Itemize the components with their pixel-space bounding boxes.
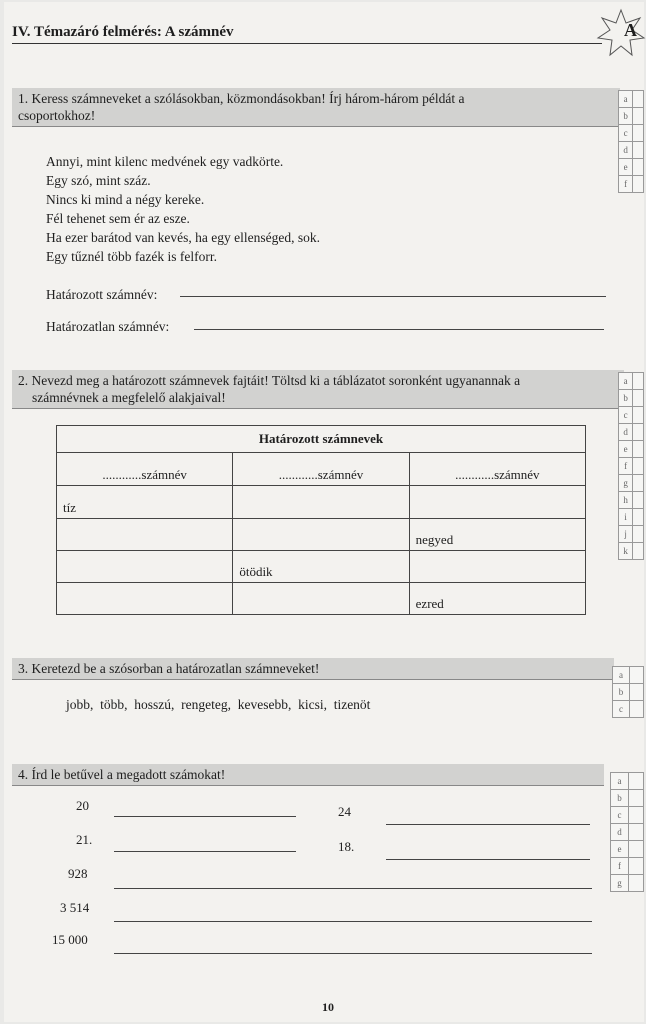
q4-answer-line-24[interactable] xyxy=(386,823,590,825)
table-cell[interactable]: ezred xyxy=(409,583,585,615)
score-box[interactable] xyxy=(633,373,644,390)
score-letter: c xyxy=(619,125,633,142)
score-box[interactable] xyxy=(629,773,644,790)
score-box[interactable] xyxy=(633,159,644,176)
table-cell[interactable] xyxy=(233,486,409,519)
score-letter: c xyxy=(619,407,633,424)
q4-number-21: 21. xyxy=(76,832,93,847)
table-cell[interactable] xyxy=(57,551,233,583)
q4-number-15000: 15 000 xyxy=(52,932,88,947)
q4-number-3514: 3 514 xyxy=(60,900,90,915)
score-letter: j xyxy=(619,526,633,543)
score-letter: e xyxy=(611,841,629,858)
score-letter: e xyxy=(619,159,633,176)
score-box[interactable] xyxy=(633,492,644,509)
q1-definite-answer-line[interactable] xyxy=(180,295,606,297)
score-letter: a xyxy=(619,373,633,390)
score-box[interactable] xyxy=(633,458,644,475)
q4-answer-line-21[interactable] xyxy=(114,850,296,852)
score-box[interactable] xyxy=(633,91,644,108)
score-letter: d xyxy=(619,424,633,441)
table-row xyxy=(57,486,586,519)
score-box[interactable] xyxy=(633,509,644,526)
score-box[interactable] xyxy=(633,526,644,543)
q1-definite-label: Határozott számnév: xyxy=(46,287,158,302)
score-box[interactable] xyxy=(630,684,644,701)
q1-score-grid xyxy=(618,90,644,193)
score-box[interactable] xyxy=(633,125,644,142)
table-row xyxy=(57,519,586,551)
q4-answer-line-928[interactable] xyxy=(114,887,592,889)
star-badge-icon xyxy=(596,8,646,58)
saying-line: Nincs ki mind a négy kereke. xyxy=(46,192,205,207)
table-cell[interactable]: ötödik xyxy=(233,551,409,583)
page-number: 10 xyxy=(322,1000,334,1014)
score-letter: d xyxy=(619,142,633,159)
score-box[interactable] xyxy=(633,176,644,193)
q3-word-list[interactable]: jobb, több, hosszú, rengeteg, kevesebb, kicsi, tizenöt xyxy=(66,697,371,712)
table-cell[interactable] xyxy=(409,486,585,519)
saying-line: Egy tűznél több fazék is felforr. xyxy=(46,249,217,264)
saying-line: Ha ezer barátod van kevés, ha egy ellenséged, sok. xyxy=(46,230,321,245)
title-rule xyxy=(12,43,602,44)
q2-score-grid xyxy=(618,372,644,560)
score-box[interactable] xyxy=(629,858,644,875)
score-letter: g xyxy=(619,475,633,492)
q2-prompt-line1: 2. Nevezd meg a határozott számnevek fajtáit! Töltsd ki a táblázatot soronként ugyanannak a xyxy=(18,373,521,388)
score-letter: c xyxy=(611,807,629,824)
q4-answer-line-18[interactable] xyxy=(386,858,590,860)
score-letter: a xyxy=(611,773,629,790)
q4-score-grid xyxy=(610,772,644,892)
q1-indefinite-answer-line[interactable] xyxy=(194,328,604,330)
score-letter: e xyxy=(619,441,633,458)
score-letter: g xyxy=(611,875,629,892)
q4-number-18: 18. xyxy=(338,839,355,854)
q2-prompt-line2: számnévnek a megfelelő alakjaival! xyxy=(32,390,226,405)
score-box[interactable] xyxy=(633,108,644,125)
page-title: IV. Témazáró felmérés: A számnév xyxy=(12,24,234,40)
score-letter: h xyxy=(619,492,633,509)
score-box[interactable] xyxy=(630,667,644,684)
score-box[interactable] xyxy=(633,142,644,159)
score-letter: a xyxy=(613,667,630,684)
worksheet-page xyxy=(4,2,644,1022)
saying-line: Annyi, mint kilenc medvének egy vadkörte. xyxy=(46,154,284,169)
q1-sayings xyxy=(46,152,320,266)
score-box[interactable] xyxy=(630,701,644,718)
q1-prompt xyxy=(12,88,620,127)
saying-line: Fél tehenet sem ér az esze. xyxy=(46,211,190,226)
q4-prompt: 4. Írd le betűvel a megadott számokat! xyxy=(12,764,604,786)
q1-prompt-line2: csoportokhoz! xyxy=(18,108,96,123)
table-cell[interactable] xyxy=(57,583,233,615)
score-box[interactable] xyxy=(629,875,644,892)
table-row xyxy=(57,551,586,583)
score-box[interactable] xyxy=(629,790,644,807)
score-box[interactable] xyxy=(633,407,644,424)
table-cell[interactable] xyxy=(233,519,409,551)
q3-prompt: 3. Keretezd be a szósorban a határozatlan számneveket! xyxy=(12,658,614,680)
score-letter: d xyxy=(611,824,629,841)
q4-answer-line-20[interactable] xyxy=(114,815,296,817)
table-cell[interactable] xyxy=(233,583,409,615)
score-letter: f xyxy=(619,458,633,475)
score-box[interactable] xyxy=(629,824,644,841)
q4-answer-line-15000[interactable] xyxy=(114,952,592,954)
score-box[interactable] xyxy=(633,441,644,458)
column-header-blank[interactable]: ............számnév xyxy=(409,453,585,486)
q4-answer-line-3514[interactable] xyxy=(114,920,592,922)
score-letter: b xyxy=(613,684,630,701)
score-letter: i xyxy=(619,509,633,526)
table-title: Határozott számnevek xyxy=(57,426,586,453)
score-letter: f xyxy=(619,176,633,193)
score-box[interactable] xyxy=(633,390,644,407)
score-box[interactable] xyxy=(633,475,644,492)
column-header-blank[interactable]: ............számnév xyxy=(57,453,233,486)
score-letter: k xyxy=(619,543,633,560)
score-letter: b xyxy=(611,790,629,807)
definite-numerals-table xyxy=(56,425,586,615)
q4-number-20: 20 xyxy=(76,798,89,813)
q1-prompt-line1: 1. Keress számneveket a szólásokban, közmondásokban! Írj három-három példát a xyxy=(18,91,465,106)
score-box[interactable] xyxy=(633,424,644,441)
q2-prompt xyxy=(12,370,624,409)
score-letter: b xyxy=(619,108,633,125)
q4-number-928: 928 xyxy=(68,866,88,881)
score-letter: b xyxy=(619,390,633,407)
score-letter: c xyxy=(613,701,630,718)
score-box[interactable] xyxy=(633,543,644,560)
table-cell[interactable]: negyed xyxy=(409,519,585,551)
q3-score-grid xyxy=(612,666,644,718)
table-cell[interactable] xyxy=(57,519,233,551)
score-box[interactable] xyxy=(629,841,644,858)
score-letter: f xyxy=(611,858,629,875)
score-box[interactable] xyxy=(629,807,644,824)
table-cell[interactable] xyxy=(409,551,585,583)
column-header-blank[interactable]: ............számnév xyxy=(233,453,409,486)
q4-number-24: 24 xyxy=(338,804,351,819)
table-row xyxy=(57,583,586,615)
q1-indefinite-label: Határozatlan számnév: xyxy=(46,319,170,334)
table-cell[interactable]: tíz xyxy=(57,486,233,519)
score-letter: a xyxy=(619,91,633,108)
version-badge: A xyxy=(624,20,637,40)
saying-line: Egy szó, mint száz. xyxy=(46,173,151,188)
